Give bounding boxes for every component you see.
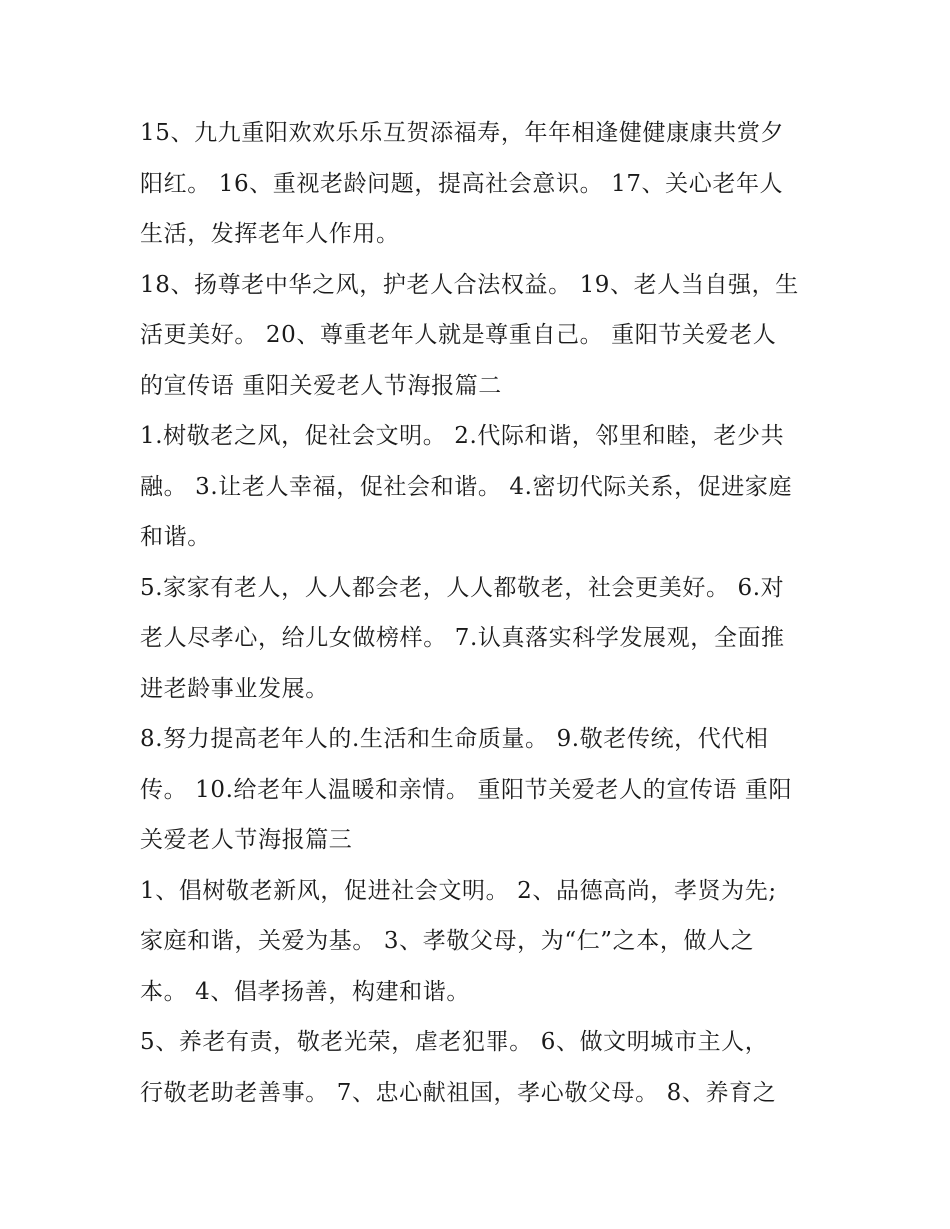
paragraph-6: [140, 866, 820, 1018]
text-line: 和谐。: [140, 524, 211, 550]
text-line: 5、养老有责，敬老光荣，虐老犯罪。 6、做文明城市主人，: [140, 1029, 769, 1055]
paragraph-7: [140, 1017, 820, 1118]
text-line: 1、倡树敬老新风，促进社会文明。 2、品德高尚，孝贤为先;: [140, 877, 777, 904]
text-line: 关爱老人节海报篇三: [140, 827, 353, 853]
text-line: 行敬老助老善事。 7、忠心献祖国，孝心敬父母。 8、养育之: [140, 1079, 777, 1106]
text-line: 1.树敬老之风，促社会文明。 2.代际和谐，邻里和睦，老少共: [140, 423, 785, 449]
paragraph-3: [140, 411, 820, 563]
text-line: 5.家家有老人，人人都会老，人人都敬老，社会更美好。 6.对: [140, 574, 785, 601]
text-line: 18、扬尊老中华之风，护老人合法权益。 19、老人当自强，生: [140, 271, 799, 298]
paragraph-4: [140, 563, 820, 715]
text-line: 生活，发挥老年人作用。: [140, 221, 400, 247]
text-line: 融。 3.让老人幸福，促社会和谐。 4.密切代际关系，促进家庭: [140, 473, 793, 500]
paragraph-2: [140, 260, 820, 412]
text-line: 传。 10.给老年人温暖和亲情。 重阳节关爱老人的宣传语 重阳: [140, 776, 793, 803]
text-line: 的宣传语 重阳关爱老人节海报篇二: [140, 372, 502, 399]
text-line: 家庭和谐，关爱为基。 3、孝敬父母，为“仁”之本，做人之: [140, 928, 755, 954]
paragraph-5: [140, 714, 820, 866]
text-line: 8.努力提高老年人的.生活和生命质量。 9.敬老传统，代代相: [140, 726, 769, 752]
text-line: 活更美好。 20、尊重老年人就是尊重自己。 重阳节关爱老人: [140, 322, 777, 348]
document-body: [140, 108, 820, 1118]
text-line: 15、九九重阳欢欢乐乐互贺添福寿，年年相逢健健康康共赏夕: [140, 120, 785, 146]
text-line: 本。 4、倡孝扬善，构建和谐。: [140, 978, 470, 1005]
text-line: 老人尽孝心，给儿女做榜样。 7.认真落实科学发展观，全面推: [140, 625, 785, 651]
text-line: 阳红。 16、重视老龄问题，提高社会意识。 17、关心老年人: [140, 170, 784, 197]
text-line: 进老龄事业发展。: [140, 675, 329, 702]
paragraph-1: [140, 108, 820, 260]
